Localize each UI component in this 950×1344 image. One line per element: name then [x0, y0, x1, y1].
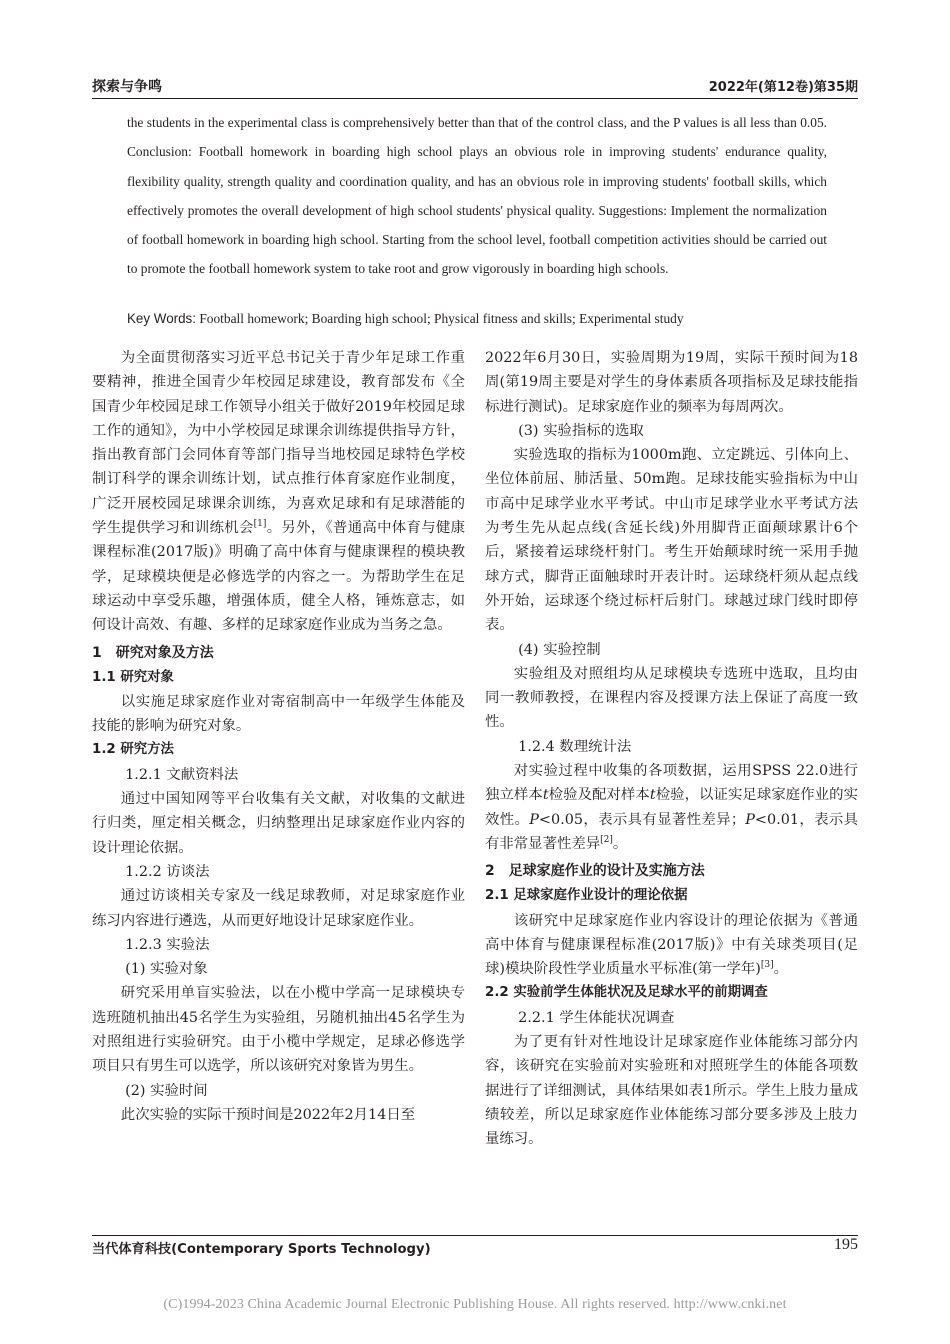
citation-ref[interactable]: [1]: [253, 519, 267, 530]
right-column: [485, 346, 858, 1152]
subsubsection-heading: 1.2.2 访谈法: [125, 863, 210, 880]
item-heading: (4) 实验控制: [518, 641, 601, 658]
paragraph: 实验组及对照组均从足球模块专选班中选取，且均由同一教师教授，在课程内容及授课方法上保证了高度一致性。: [485, 665, 858, 731]
abstract: [127, 108, 827, 284]
subsubsection-heading: 1.2.4 数理统计法: [518, 738, 632, 755]
section-heading: 1 研究对象及方法: [92, 644, 214, 661]
subsection-heading: 2.1 足球家庭作业设计的理论依据: [485, 888, 688, 904]
header-rule: [92, 98, 858, 99]
item-heading: (3) 实验指标的选取: [518, 422, 644, 439]
left-column: [92, 346, 465, 1127]
paragraph: 实验选取的指标为1000m跑、立定跳远、引体向上、坐位体前屈、肺活量、50m跑。足球技能实验指标为中山市高中足球学业水平考试。中山市足球学业水平考试方法为考生先从起点线(含延长线)外用脚背正面颠球累计6个后，紧接着运球绕杆射门。考生开始颠球时统一采用手抛球方式，脚背正面触球时开表计时。运球绕杆须从起点线外开始，运球逐个绕过标杆后射门。球越过球门线时即停表。: [485, 447, 858, 634]
paragraph: 该研究中足球家庭作业内容设计的理论依据为《普通高中体育与健康课程标准(2017版)》中有关球类项目(足球)模块阶段性学业质量水平标准(第一学年)[3]。: [485, 912, 858, 978]
subsubsection-heading: 1.2.1 文献资料法: [125, 766, 239, 783]
page-number: 195: [834, 1236, 858, 1253]
paragraph: 为了更有针对性地设计足球家庭作业体能练习部分内容，该研究在实验前对实验班和对照班学生的体能各项数据进行了详细测试，具体结果如表1所示。学生上肢力量成绩较差，所以足球家庭作业体能练习部分要多涉及上肢力量练习。: [485, 1034, 858, 1148]
paragraph: 此次实验的实际干预时间是2022年2月14日至: [120, 1106, 416, 1123]
keywords-text: Football homework; Boarding high school; Physical fitness and skills; Experimental study: [199, 311, 684, 326]
footer-rule: [92, 1235, 858, 1236]
item-heading: (1) 实验对象: [125, 961, 208, 978]
paragraph: 通过中国知网等平台收集有关文献，对收集的文献进行归类，厘定相关概念，归纳整理出足球家庭作业内容的设计理论依据。: [92, 791, 465, 856]
keywords-label: Key Words:: [127, 311, 196, 326]
abstract-text: the students in the experimental class is comprehensively better than that of the control class, and the P values is all less than 0.05. Conclusion: Football homework in boarding high school plays an obvious role in improving students' endurance quality, flexibility quality, strength quality and coordination quality, and has an obvious role in improving students' football skills, which effectively promotes the overall development of high school students' physical quality. Suggestions: Implement the normalization of football homework in boarding high school. Starting from the school level, football competition activities should be carried out to promote the football homework system to take root and grow vigorously in boarding high schools.: [127, 115, 827, 277]
subsection-heading: 2.2 实验前学生体能状况及足球水平的前期调查: [485, 985, 768, 1001]
running-header: [92, 76, 858, 98]
copyright-notice: (C)1994-2023 China Academic Journal Electronic Publishing House. All rights reserved. http://www.cnki.net: [163, 1297, 787, 1312]
section-label: 探索与争鸣: [92, 79, 162, 95]
citation-ref[interactable]: [2]: [600, 835, 613, 846]
subsubsection-heading: 2.2.1 学生体能状况调查: [518, 1009, 675, 1026]
paragraph: 通过访谈相关专家及一线足球教师，对足球家庭作业练习内容进行遴选，从而更好地设计足球家庭作业。: [92, 888, 465, 929]
keywords: [127, 309, 847, 329]
journal-name: 当代体育科技(Contemporary Sports Technology): [92, 1242, 431, 1257]
subsection-heading: 1.2 研究方法: [92, 742, 174, 758]
paragraph: 以实施足球家庭作业对寄宿制高中一年级学生体能及技能的影响为研究对象。: [92, 693, 465, 735]
issue-label: 2022年(第12卷)第35期: [708, 80, 858, 95]
paragraph: 研究采用单盲实验法，以在小榄中学高一足球模块专选班随机抽出45名学生为实验组，另随机抽出45名学生为对照组进行实验研究。由于小榄中学规定，足球必修选学项目只有男生可以选学，所以该研究对象皆为男生。: [92, 985, 465, 1075]
subsection-heading: 1.1 研究对象: [92, 669, 174, 685]
citation-ref[interactable]: [3]: [760, 960, 774, 971]
statistics-paragraph: 对实验过程中收集的各项数据，运用SPSS 22.0进行独立样本t检验及配对样本t检验，以证实足球家庭作业的实效性。P<0.05，表示具有显著性差异；P<0.01，表示具有非常显著性差异[2]。: [485, 763, 858, 852]
item-heading: (2) 实验时间: [125, 1082, 208, 1099]
intro-paragraph: 为全面贯彻落实习近平总书记关于青少年足球工作重要精神，推进全国青少年校园足球建设，教育部发布《全国青少年校园足球工作领导小组关于做好2019年校园足球工作的通知》，为中小学校园足球课余训练提供指导方针，指出教育部门会同体育等部门指导当地校园足球特色学校制订科学的课余训练计划，试点推行体育家庭作业制度，广泛开展校园足球课余训练，为喜欢足球和有足球潜能的学生提供学习和训练机会[1]。另外，《普通高中体育与健康课程标准(2017版)》明确了高中体育与健康课程的模块教学，足球模块便是必修选学的内容之一。为帮助学生在足球运动中享受乐趣，增强体质，健全人格，锤炼意志，如何设计高效、有趣、多样的足球家庭作业成为当务之急。: [92, 350, 465, 634]
section-heading: 2 足球家庭作业的设计及实施方法: [485, 863, 705, 880]
subsubsection-heading: 1.2.3 实验法: [125, 936, 210, 953]
paragraph: 2022年6月30日，实验周期为19周，实际干预时间为18周(第19周主要是对学生的身体素质各项指标及足球技能指标进行测试)。足球家庭作业的频率为每周两次。: [485, 350, 858, 415]
